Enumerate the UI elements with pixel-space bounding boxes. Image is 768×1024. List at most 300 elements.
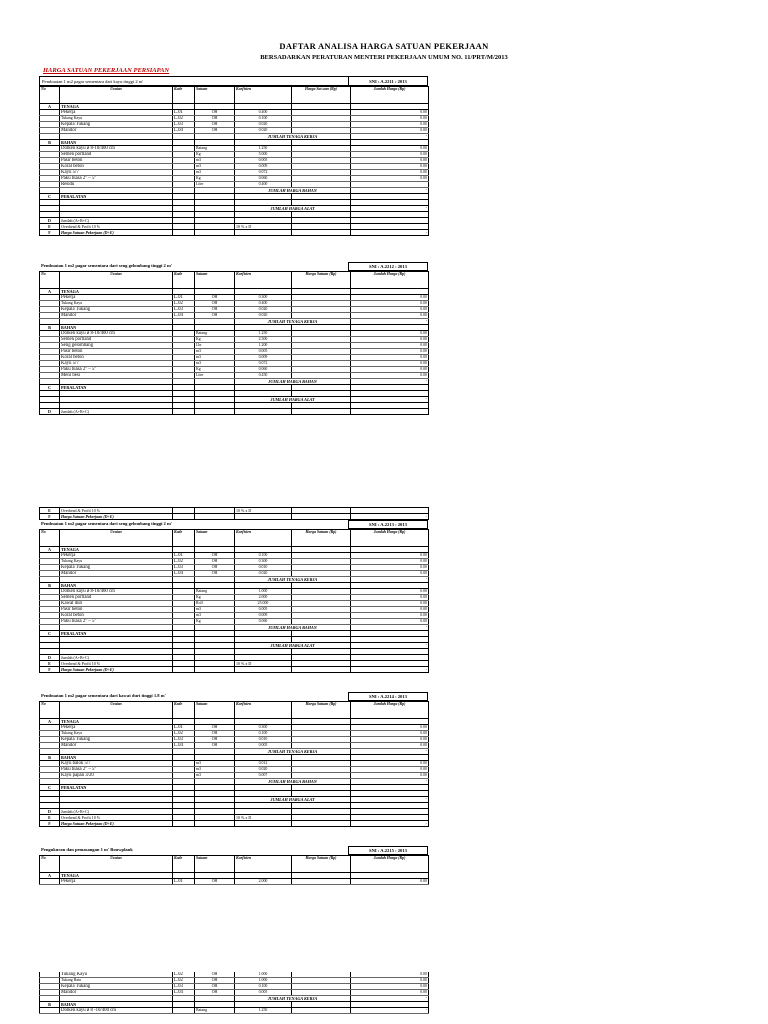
sni-code: SNI : A.2212 : 2013: [348, 262, 428, 271]
sni-code: SNI : A.2214 : 2013: [348, 692, 428, 701]
item-jumlah: 0.00: [351, 295, 429, 301]
item-satuan: Batang: [195, 1008, 235, 1014]
cell: [195, 821, 235, 827]
item-koefisien: 0.020: [235, 307, 292, 313]
total-bahan-value: -: [351, 779, 429, 785]
col-satuan: Satuan: [195, 530, 235, 547]
cell: [292, 1008, 351, 1014]
overhead-label: Overhead & Profit 10 %: [60, 661, 173, 667]
harga-satuan-row: [40, 667, 429, 673]
section-label: TENAGA: [60, 873, 173, 879]
item-kode: L.02: [173, 116, 195, 122]
cell: [40, 879, 60, 885]
row-letter: D: [40, 655, 60, 661]
item-koefisien: 1.000: [235, 972, 292, 978]
row-letter: F: [40, 821, 60, 827]
analysis-block: [39, 846, 428, 885]
total-tenaga-label: JUMLAH TENAGA KERJA: [235, 577, 351, 583]
item-kode: L.04: [173, 990, 195, 996]
col-koefisien: Koefisien: [235, 702, 292, 719]
item-jumlah: 0.00: [351, 978, 429, 984]
total-tenaga-value: -: [351, 319, 429, 325]
overhead-label: Overhead & Profit 10 %: [60, 508, 173, 514]
item-koefisien: 0.060: [235, 619, 292, 625]
item-jumlah: 0.00: [351, 565, 429, 571]
cell: [195, 230, 235, 236]
item-jumlah: 0.00: [351, 595, 429, 601]
cell: [292, 409, 351, 415]
item-uraian: Semen portland: [60, 337, 173, 343]
item-koefisien: 0.009: [235, 355, 292, 361]
item-jumlah: 0.00: [351, 307, 429, 313]
item-satuan: OH: [195, 984, 235, 990]
section-label: TENAGA: [60, 547, 173, 553]
total-bahan-label: JUMLAH HARGA BAHAN: [235, 625, 351, 631]
section-label: PERALATAN: [60, 385, 173, 391]
row-letter: F: [40, 230, 60, 236]
col-no: No: [40, 272, 60, 289]
item-uraian: Paku biasa 2" – 5": [60, 619, 173, 625]
item-uraian: Mandor: [60, 990, 173, 996]
work-description: Pembuatan 1 m2 pagar sementara dari seng gelombang tinggi 2 m': [41, 263, 173, 268]
col-kode: Kode: [173, 856, 195, 873]
total-alat-label: JUMLAH HARGA ALAT: [235, 797, 351, 803]
item-satuan: Batang: [195, 331, 235, 337]
item-uraian: Dolken kayu ø 8-10/400 cm: [60, 146, 173, 152]
item-kode: L.04: [173, 571, 195, 577]
tenaga-row: [40, 879, 429, 885]
item-koefisien: 1.200: [235, 343, 292, 349]
item-kode: L.02: [173, 301, 195, 307]
jumlah-label: Jumlah (A+B+C): [60, 409, 173, 415]
item-jumlah: 0.00: [351, 601, 429, 607]
item-uraian: Tukang Kayu: [60, 301, 173, 307]
total-tenaga-value: -: [351, 577, 429, 583]
item-koefisien: 0.009: [235, 613, 292, 619]
item-kode: L.03: [173, 737, 195, 743]
work-description-row: [39, 262, 428, 271]
jumlah-label: Jumlah (A+B+C): [60, 655, 173, 661]
cell: [173, 667, 195, 673]
cell: [235, 230, 292, 236]
section-label: BAHAN: [60, 1002, 173, 1008]
item-jumlah: 0.00: [351, 122, 429, 128]
document-subtitle: BERSADARKAN PERATURAN MENTERI PEKERJAAN UMUM NO. 11/PRT/M/2013: [260, 54, 508, 61]
item-satuan: OH: [195, 731, 235, 737]
item-satuan: Batang: [195, 146, 235, 152]
table-header: [40, 272, 429, 289]
item-koefisien: 0.007: [235, 773, 292, 779]
item-kode: L.04: [173, 128, 195, 134]
item-kode: L.03: [173, 307, 195, 313]
item-koefisien: 1.250: [235, 146, 292, 152]
row-letter: E: [40, 224, 60, 230]
item-satuan: m3: [195, 164, 235, 170]
row-letter: E: [40, 508, 60, 514]
item-satuan: m3: [195, 349, 235, 355]
item-satuan: m3: [195, 355, 235, 361]
item-kode: L.03: [173, 122, 195, 128]
item-uraian: Pasir beton: [60, 349, 173, 355]
item-jumlah: 0.00: [351, 607, 429, 613]
item-satuan: Kg: [195, 619, 235, 625]
item-kode: L.02: [173, 731, 195, 737]
item-koefisien: 0.300: [235, 725, 292, 731]
item-uraian: Kepala Tukang: [60, 984, 173, 990]
item-koefisien: 0.100: [235, 731, 292, 737]
cell: [173, 514, 195, 520]
harga-satuan-value: -: [351, 667, 429, 673]
item-koefisien: 0.400: [235, 301, 292, 307]
total-alat-value: -: [351, 397, 429, 403]
section-letter: C: [40, 785, 60, 791]
section-label: BAHAN: [60, 140, 173, 146]
item-jumlah: 0.00: [351, 737, 429, 743]
total-tenaga-label: JUMLAH TENAGA KERJA: [235, 134, 351, 140]
item-kode: L.03: [173, 565, 195, 571]
item-jumlah: 0.00: [351, 170, 429, 176]
item-satuan: m3: [195, 767, 235, 773]
sni-code: SNI : A.2215 : 2013: [348, 846, 428, 855]
total-tenaga-label: JUMLAH TENAGA KERJA: [235, 996, 351, 1002]
item-koefisien: 0.020: [235, 122, 292, 128]
item-koefisien: 0.060: [235, 367, 292, 373]
row-letter: D: [40, 409, 60, 415]
work-description-row: [39, 76, 428, 86]
item-kode: L.04: [173, 743, 195, 749]
section-letter: A: [40, 104, 60, 110]
item-uraian: Tukang Kayu: [60, 972, 173, 978]
overhead-koef: 10 % x D: [235, 508, 292, 514]
col-koefisien: Koefisien: [235, 530, 292, 547]
analysis-block: [39, 76, 428, 236]
col-satuan: Satuan: [195, 702, 235, 719]
overhead-label: Overhead & Profit 10 %: [60, 224, 173, 230]
row-letter: F: [40, 667, 60, 673]
item-kode: L.02: [173, 559, 195, 565]
item-kode: L.03: [173, 984, 195, 990]
table-header: [40, 702, 429, 719]
section-letter: A: [40, 289, 60, 295]
item-koefisien: 0.300: [235, 295, 292, 301]
total-alat-label: JUMLAH HARGA ALAT: [235, 397, 351, 403]
item-koefisien: 0.005: [235, 743, 292, 749]
total-alat-label: JUMLAH HARGA ALAT: [235, 206, 351, 212]
section-letter: B: [40, 583, 60, 589]
col-harga-satuan: Harga Satuan (Rp): [292, 702, 351, 719]
cell: [235, 514, 292, 520]
item-uraian: Pasir beton: [60, 158, 173, 164]
harga-satuan-label: Harga Satuan Pekerjaan (D+E): [60, 514, 173, 520]
item-jumlah: 0.00: [351, 559, 429, 565]
item-jumlah: 0.00: [351, 164, 429, 170]
item-uraian: Paku biasa 2" – 5": [60, 767, 173, 773]
item-satuan: OH: [195, 313, 235, 319]
item-uraian: Pekerja: [60, 553, 173, 559]
total-tenaga-label: JUMLAH TENAGA KERJA: [235, 749, 351, 755]
item-jumlah: 0.00: [351, 355, 429, 361]
item-uraian: Kayu papan 3/20: [60, 773, 173, 779]
work-description: Pembuatan 1 m2 pagar sementara dari kayu tinggi 2 m': [42, 79, 144, 84]
overhead-koef: 10 % x D: [235, 224, 292, 230]
item-uraian: Tukang Kayu: [60, 559, 173, 565]
item-kode: L.04: [173, 313, 195, 319]
item-jumlah: 0.00: [351, 767, 429, 773]
item-kode: L.01: [173, 295, 195, 301]
section-letter: A: [40, 719, 60, 725]
item-koefisien: 0.005: [235, 990, 292, 996]
cell: [351, 409, 429, 415]
item-uraian: Kepala Tukang: [60, 737, 173, 743]
item-satuan: Batang: [195, 589, 235, 595]
cell: [292, 821, 351, 827]
item-jumlah: 0.00: [351, 571, 429, 577]
col-uraian: Uraian: [60, 702, 173, 719]
item-jumlah: 0.00: [351, 613, 429, 619]
item-satuan: OH: [195, 301, 235, 307]
row-letter: D: [40, 809, 60, 815]
harga-satuan-row: [40, 230, 429, 236]
item-uraian: Dolken kayu ø 8-10/400 cm: [60, 589, 173, 595]
item-kode: L.02: [173, 978, 195, 984]
continuation-table: [39, 507, 429, 520]
item-jumlah: 0.00: [351, 990, 429, 996]
item-koefisien: 2.000: [235, 595, 292, 601]
item-jumlah: 0.00: [351, 743, 429, 749]
total-bahan-label: JUMLAH HARGA BAHAN: [235, 188, 351, 194]
item-jumlah: 0.00: [351, 176, 429, 182]
item-koefisien: 25.000: [235, 601, 292, 607]
cell: [235, 821, 292, 827]
row-letter: E: [40, 815, 60, 821]
item-koefisien: 0.450: [235, 373, 292, 379]
item-uraian: Mandor: [60, 128, 173, 134]
work-description: Pembuatan 1 m2 pagar sementara dari kawat duri tinggi 1.8 m': [41, 693, 166, 698]
col-harga-satuan: Harga Sat uan (Rp): [292, 87, 351, 104]
total-alat-value: -: [351, 643, 429, 649]
analysis-table: [39, 529, 429, 673]
item-uraian: Koral beton: [60, 164, 173, 170]
item-koefisien: 2.500: [235, 337, 292, 343]
item-kode: L.01: [173, 553, 195, 559]
section-label: BAHAN: [60, 583, 173, 589]
sni-code: SNI : A.2211 : 2013: [348, 77, 427, 85]
work-description: Pengukuran dan pemasangan 1 m' Bouwplank: [41, 847, 133, 852]
item-jumlah: 0.00: [351, 337, 429, 343]
table-header: [40, 87, 429, 104]
item-jumlah: 0.00: [351, 349, 429, 355]
col-uraian: Uraian: [60, 87, 173, 104]
col-kode: Kode: [173, 530, 195, 547]
col-jumlah-harga: Jumlah Harga (Rp): [351, 856, 429, 873]
item-satuan: m3: [195, 613, 235, 619]
item-jumlah: 0.00: [351, 984, 429, 990]
cell: [173, 1008, 195, 1014]
item-uraian: Pasir beton: [60, 607, 173, 613]
item-koefisien: 0.100: [235, 553, 292, 559]
harga-satuan-value: -: [351, 821, 429, 827]
section-letter: B: [40, 1002, 60, 1008]
item-koefisien: 0.005: [235, 607, 292, 613]
item-koefisien: 0.400: [235, 110, 292, 116]
item-uraian: Pekerja: [60, 725, 173, 731]
total-alat-label: JUMLAH HARGA ALAT: [235, 643, 351, 649]
item-uraian: Kepala Tukang: [60, 307, 173, 313]
overhead-label: Overhead & Profit 10 %: [60, 815, 173, 821]
item-jumlah: 0.00: [351, 879, 429, 885]
section-label: TENAGA: [60, 719, 173, 725]
item-satuan: Kg: [195, 337, 235, 343]
item-uraian: Pekerja: [60, 295, 173, 301]
col-harga-satuan: Harga Satuan (Rp): [292, 856, 351, 873]
item-jumlah: 0.00: [351, 731, 429, 737]
item-uraian: Seng gelombang: [60, 343, 173, 349]
total-tenaga-value: -: [351, 996, 429, 1002]
col-jumlah-harga: Jumlah Harga (Rp): [351, 530, 429, 547]
item-satuan: Liter: [195, 373, 235, 379]
work-description-row: [39, 846, 428, 855]
item-jumlah: 0.00: [351, 761, 429, 767]
item-jumlah: 0.00: [351, 152, 429, 158]
item-jumlah: 0.00: [351, 619, 429, 625]
item-uraian: Mandor: [60, 743, 173, 749]
col-koefisien: Koefisien: [235, 856, 292, 873]
work-description: Pembuatan 1 m2 pagar sementara dari seng gelombang tinggi 2 m': [41, 521, 173, 526]
item-kode: L.02: [173, 972, 195, 978]
item-satuan: OH: [195, 565, 235, 571]
item-satuan: Kg: [195, 595, 235, 601]
table-header: [40, 856, 429, 873]
total-tenaga-value: -: [351, 134, 429, 140]
item-satuan: Roll: [195, 601, 235, 607]
item-jumlah: 0.00: [351, 313, 429, 319]
item-kode: L.01: [173, 879, 195, 885]
item-uraian: Kayu 5/7: [60, 361, 173, 367]
item-koefisien: 0.072: [235, 170, 292, 176]
analysis-block: [39, 262, 428, 415]
overhead-koef: 10 % x D: [235, 661, 292, 667]
item-satuan: OH: [195, 295, 235, 301]
continuation-table: [39, 972, 429, 1014]
item-koefisien: 0.100: [235, 984, 292, 990]
section-label: PERALATAN: [60, 785, 173, 791]
item-satuan: m3: [195, 773, 235, 779]
cell: [173, 821, 195, 827]
section-letter: A: [40, 547, 60, 553]
item-satuan: OH: [195, 571, 235, 577]
col-kode: Kode: [173, 702, 195, 719]
item-satuan: OH: [195, 116, 235, 122]
col-no: No: [40, 702, 60, 719]
item-jumlah: 0.00: [351, 331, 429, 337]
total-alat-value: -: [351, 797, 429, 803]
section-letter: A: [40, 873, 60, 879]
section-letter: C: [40, 194, 60, 200]
item-satuan: OH: [195, 122, 235, 128]
item-koefisien: 1.000: [235, 589, 292, 595]
analysis-table: [39, 855, 429, 885]
item-jumlah: 0.00: [351, 158, 429, 164]
item-koefisien: 0.020: [235, 571, 292, 577]
document-title: DAFTAR ANALISA HARGA SATUAN PEKERJAAN: [279, 41, 489, 51]
section-label: TENAGA: [60, 289, 173, 295]
analysis-table: [39, 86, 429, 236]
total-bahan-value: -: [351, 188, 429, 194]
item-satuan: OH: [195, 972, 235, 978]
section-label: PERALATAN: [60, 194, 173, 200]
item-satuan: m3: [195, 170, 235, 176]
item-jumlah: 0.00: [351, 343, 429, 349]
harga-satuan-label: Harga Satuan Pekerjaan (D+E): [60, 821, 173, 827]
col-jumlah-harga: Jumlah Harga (Rp): [351, 87, 429, 104]
work-description-row: [39, 692, 428, 701]
col-jumlah-harga: Jumlah Harga (Rp): [351, 702, 429, 719]
item-satuan: OH: [195, 743, 235, 749]
item-satuan: Liter: [195, 182, 235, 188]
item-satuan: Kg: [195, 152, 235, 158]
item-jumlah: 0.00: [351, 725, 429, 731]
col-no: No: [40, 530, 60, 547]
item-uraian: Kepala Tukang: [60, 122, 173, 128]
item-koefisien: 0.012: [235, 761, 292, 767]
item-uraian: Residu: [60, 182, 173, 188]
item-satuan: OH: [195, 559, 235, 565]
overhead-koef: 10 % x D: [235, 815, 292, 821]
item-jumlah: 0.00: [351, 589, 429, 595]
item-satuan: OH: [195, 978, 235, 984]
col-jumlah-harga: Jumlah Harga (Rp): [351, 272, 429, 289]
item-uraian: Tukang Kayu: [60, 731, 173, 737]
row-letter: F: [40, 514, 60, 520]
item-koefisien: 0.060: [235, 176, 292, 182]
item-uraian: Pekerja: [60, 879, 173, 885]
item-satuan: OH: [195, 307, 235, 313]
item-jumlah: 0.00: [351, 128, 429, 134]
cell: [292, 514, 351, 520]
cell: [292, 230, 351, 236]
col-uraian: Uraian: [60, 272, 173, 289]
item-satuan: OH: [195, 725, 235, 731]
analysis-block: [39, 507, 428, 673]
harga-satuan-value: -: [351, 514, 429, 520]
item-koefisien: 0.010: [235, 565, 292, 571]
col-no: No: [40, 856, 60, 873]
item-uraian: Tukang Batu: [60, 978, 173, 984]
item-jumlah: 0.00: [351, 146, 429, 152]
item-satuan: Lbr: [195, 343, 235, 349]
analysis-table: [39, 701, 429, 827]
item-uraian: Meni besi: [60, 373, 173, 379]
cell: [235, 667, 292, 673]
item-uraian: Kayu balok 5/7: [60, 761, 173, 767]
item-uraian: Koral beton: [60, 613, 173, 619]
col-no: No: [40, 87, 60, 104]
item-koefisien: 0.400: [235, 182, 292, 188]
item-satuan: m3: [195, 361, 235, 367]
item-jumlah: 0.00: [351, 773, 429, 779]
item-satuan: Kg: [195, 367, 235, 373]
item-jumlah: 0.00: [351, 373, 429, 379]
jumlah-label: Jumlah (A+B+C): [60, 218, 173, 224]
item-uraian: Pekerja: [60, 110, 173, 116]
item-uraian: Kawat duri: [60, 601, 173, 607]
item-kode: L.01: [173, 725, 195, 731]
item-uraian: Semen portland: [60, 152, 173, 158]
item-uraian: Paku biasa 2" – 5": [60, 367, 173, 373]
col-uraian: Uraian: [60, 530, 173, 547]
item-koefisien: 0.100: [235, 116, 292, 122]
section-label: BAHAN: [60, 755, 173, 761]
